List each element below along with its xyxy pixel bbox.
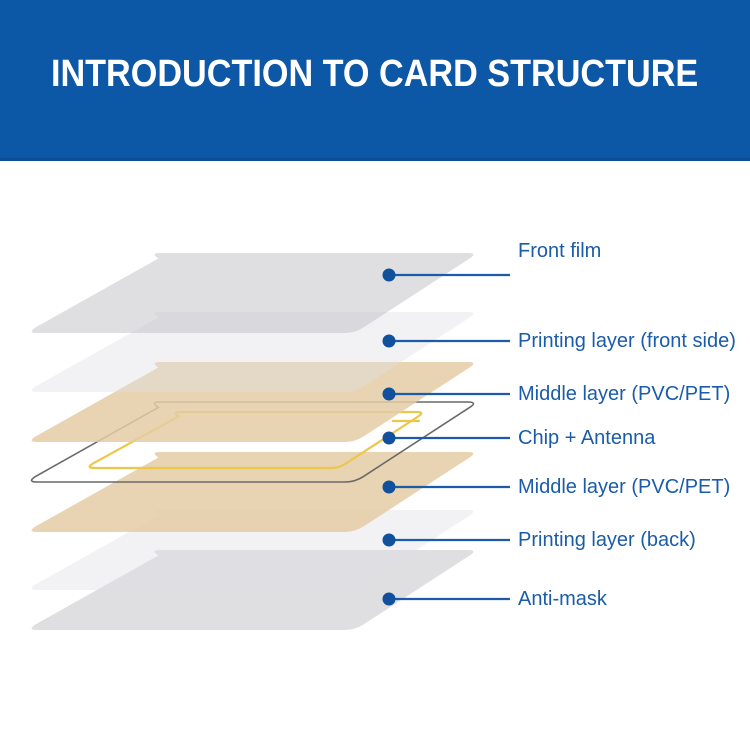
leader-dot [383, 269, 396, 282]
leader-dot [383, 335, 396, 348]
label-printing-front: Printing layer (front side) [518, 330, 736, 352]
leader-dot [383, 593, 396, 606]
label-front-film: Front film [518, 240, 602, 262]
leader-dot [383, 432, 396, 445]
leader-dot [383, 388, 396, 401]
label-chip-antenna: Chip + Antenna [518, 427, 656, 449]
label-middle-upper: Middle layer (PVC/PET) [518, 383, 731, 405]
leader-dot [383, 481, 396, 494]
label-anti-mask: Anti-mask [518, 588, 607, 610]
label-printing-back: Printing layer (back) [518, 529, 696, 551]
page-title: INTRODUCTION TO CARD STRUCTURE [51, 52, 699, 95]
leader-dot [383, 534, 396, 547]
label-middle-lower: Middle layer (PVC/PET) [518, 476, 731, 498]
